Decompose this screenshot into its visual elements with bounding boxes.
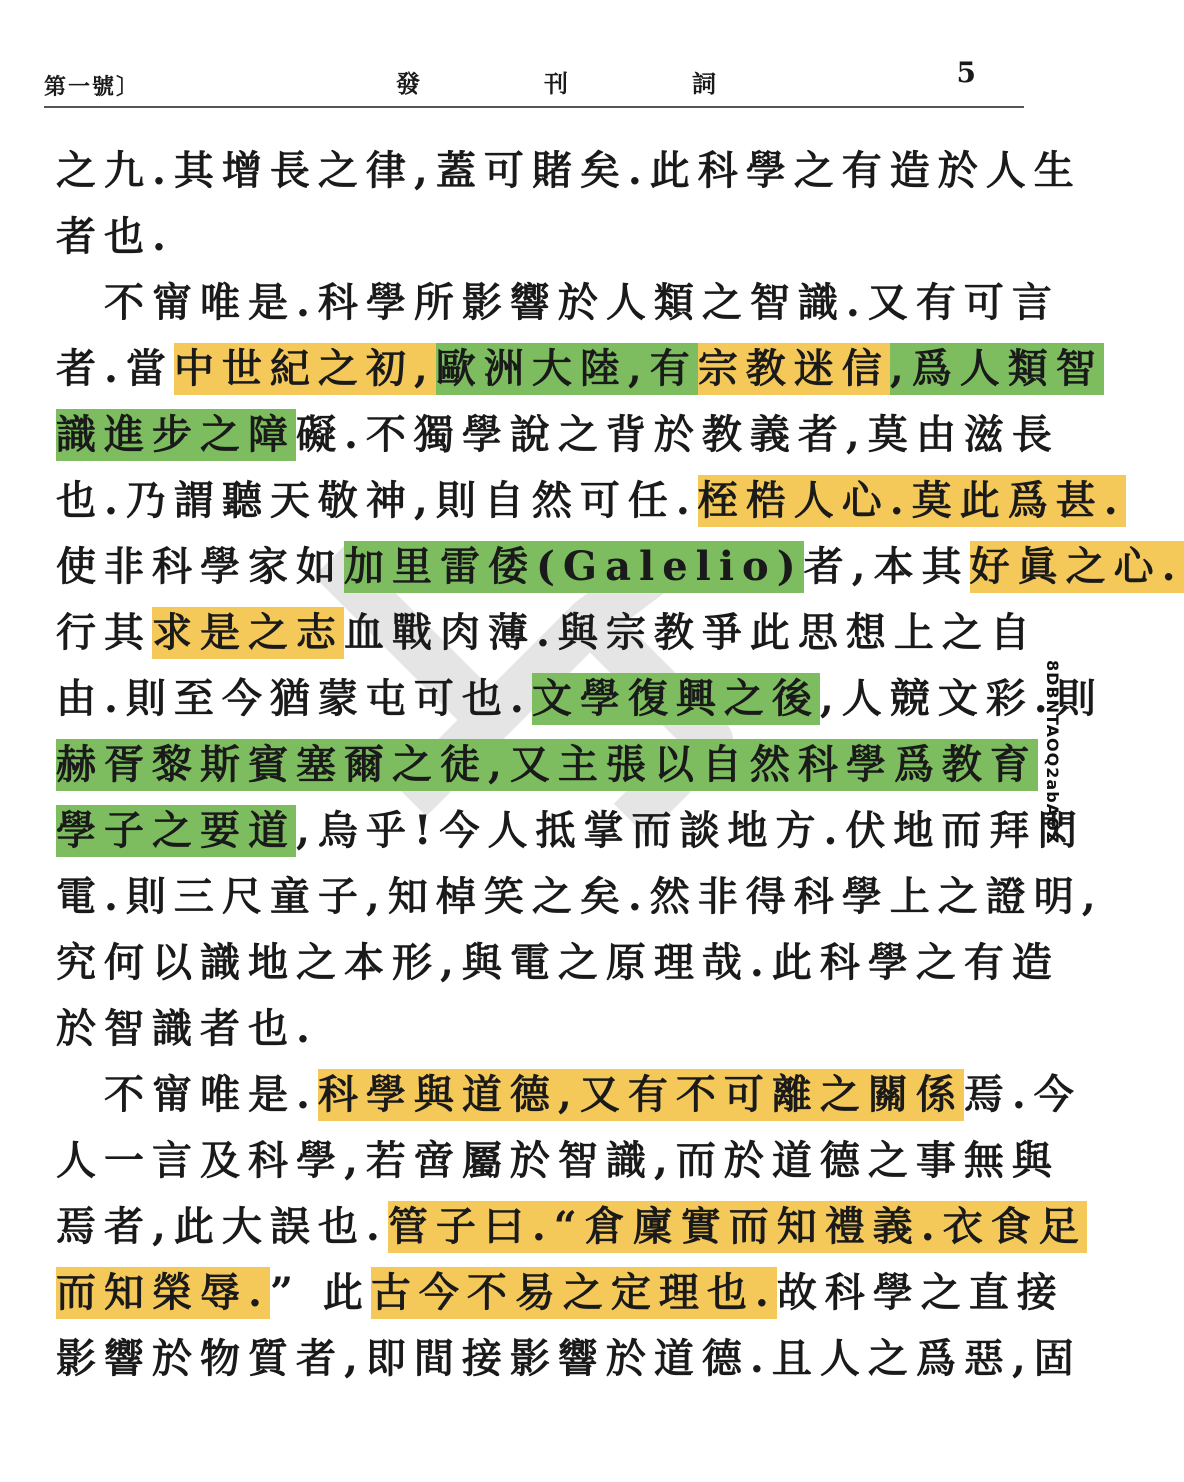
running-title-char: 發 xyxy=(396,69,420,98)
text-line xyxy=(56,996,1012,1062)
text-line xyxy=(56,336,1104,402)
issue-label: 第一號〕 xyxy=(44,74,141,100)
text-segment: 於智識者也. xyxy=(56,1005,318,1052)
highlight-yellow: 管子曰.“倉廩實而知禮義.衣食足 xyxy=(388,1201,1087,1253)
text-line xyxy=(56,600,1038,666)
text-segment: 行其 xyxy=(56,609,152,656)
highlight-green: 赫胥黎斯賓塞爾之徒,又主張以自然科學爲教育 xyxy=(56,739,1038,791)
text-segment: 故科學之直接 xyxy=(776,1269,1065,1316)
highlight-yellow: 宗教迷信 xyxy=(698,343,890,395)
highlight-yellow: 而知榮辱. xyxy=(56,1267,270,1319)
highlight-yellow: 科學與道德,又有不可離之關係 xyxy=(318,1069,964,1121)
text-segment: ,人競文彩.則 xyxy=(819,675,1104,722)
text-line xyxy=(56,930,1060,996)
running-title-char: 詞 xyxy=(692,69,716,98)
side-tag: 8DBNTAOQ2abAOZ xyxy=(1043,660,1062,845)
highlight-yellow: 中世紀之初, xyxy=(174,343,436,395)
text-line xyxy=(56,138,1082,204)
text-line xyxy=(56,1128,1060,1194)
text-line xyxy=(56,468,1126,534)
text-segment: 礙.不獨學說之背於教義者,莫由滋長 xyxy=(296,411,1060,458)
text-line xyxy=(56,666,1104,732)
page-header xyxy=(44,56,1024,106)
text-segment: 由.則至今猶蒙屯可也. xyxy=(56,675,532,722)
highlight-green: 學子之要道 xyxy=(56,805,296,857)
text-segment: 者.當 xyxy=(56,345,174,392)
highlight-green: 歐洲大陸,有 xyxy=(436,343,698,395)
text-line xyxy=(56,732,1038,798)
text-line xyxy=(56,270,1060,336)
text-segment: ” 此 xyxy=(269,1269,371,1316)
highlight-green: 加里雷倭(Galelio) xyxy=(344,541,804,593)
text-segment: 者,本其 xyxy=(803,543,970,590)
text-segment: 者也. xyxy=(56,213,174,260)
text-line xyxy=(56,534,1184,600)
text-line xyxy=(56,1260,1065,1326)
text-segment: 也.乃謂聽天敬神,則自然可任. xyxy=(56,477,698,524)
text-line xyxy=(56,1326,1082,1392)
text-segment: 究何以識地之本形,與電之原理哉.此科學之有造 xyxy=(56,939,1060,986)
text-segment: 焉者,此大誤也. xyxy=(56,1203,388,1250)
text-segment: 使非科學家如 xyxy=(56,543,344,590)
running-title xyxy=(396,64,716,99)
highlight-yellow: 好眞之心. xyxy=(970,541,1184,593)
text-line xyxy=(56,864,1104,930)
text-segment: 影響於物質者,即間接影響於道德.且人之爲惡,固 xyxy=(56,1335,1082,1382)
text-line xyxy=(56,1194,1087,1260)
highlight-green: 識進步之障 xyxy=(56,409,296,461)
text-line xyxy=(56,798,1086,864)
highlight-yellow: 求是之志 xyxy=(152,607,344,659)
header-rule xyxy=(44,106,1024,108)
text-segment: 電.則三尺童子,知棹笑之矣.然非得科學上之證明, xyxy=(56,873,1104,920)
text-line xyxy=(56,402,1060,468)
text-segment: 之九.其增長之律,蓋可賭矣.此科學之有造於人生 xyxy=(56,147,1082,194)
text-segment: 不甯唯是. xyxy=(104,1071,318,1118)
page-number: 5 xyxy=(956,56,976,89)
highlight-green: ,爲人類智 xyxy=(890,343,1104,395)
running-title-char: 刊 xyxy=(544,69,568,98)
text-segment: 不甯唯是.科學所影響於人類之智識.又有可言 xyxy=(104,279,1060,326)
text-segment: ,烏乎!今人抵掌而談地方.伏地而拜閃 xyxy=(296,807,1086,854)
text-line xyxy=(56,204,1012,270)
text-segment: 人一言及科學,若啻屬於智識,而於道德之事無與 xyxy=(56,1137,1060,1184)
highlight-green: 文學復興之後 xyxy=(532,673,820,725)
highlight-yellow: 桎梏人心.莫此爲甚. xyxy=(698,475,1126,527)
text-segment: 血戰肉薄.與宗教爭此思想上之自 xyxy=(344,609,1038,656)
highlight-yellow: 古今不易之定理也. xyxy=(371,1267,777,1319)
text-line xyxy=(56,1062,1082,1128)
text-segment: 焉.今 xyxy=(963,1071,1082,1118)
